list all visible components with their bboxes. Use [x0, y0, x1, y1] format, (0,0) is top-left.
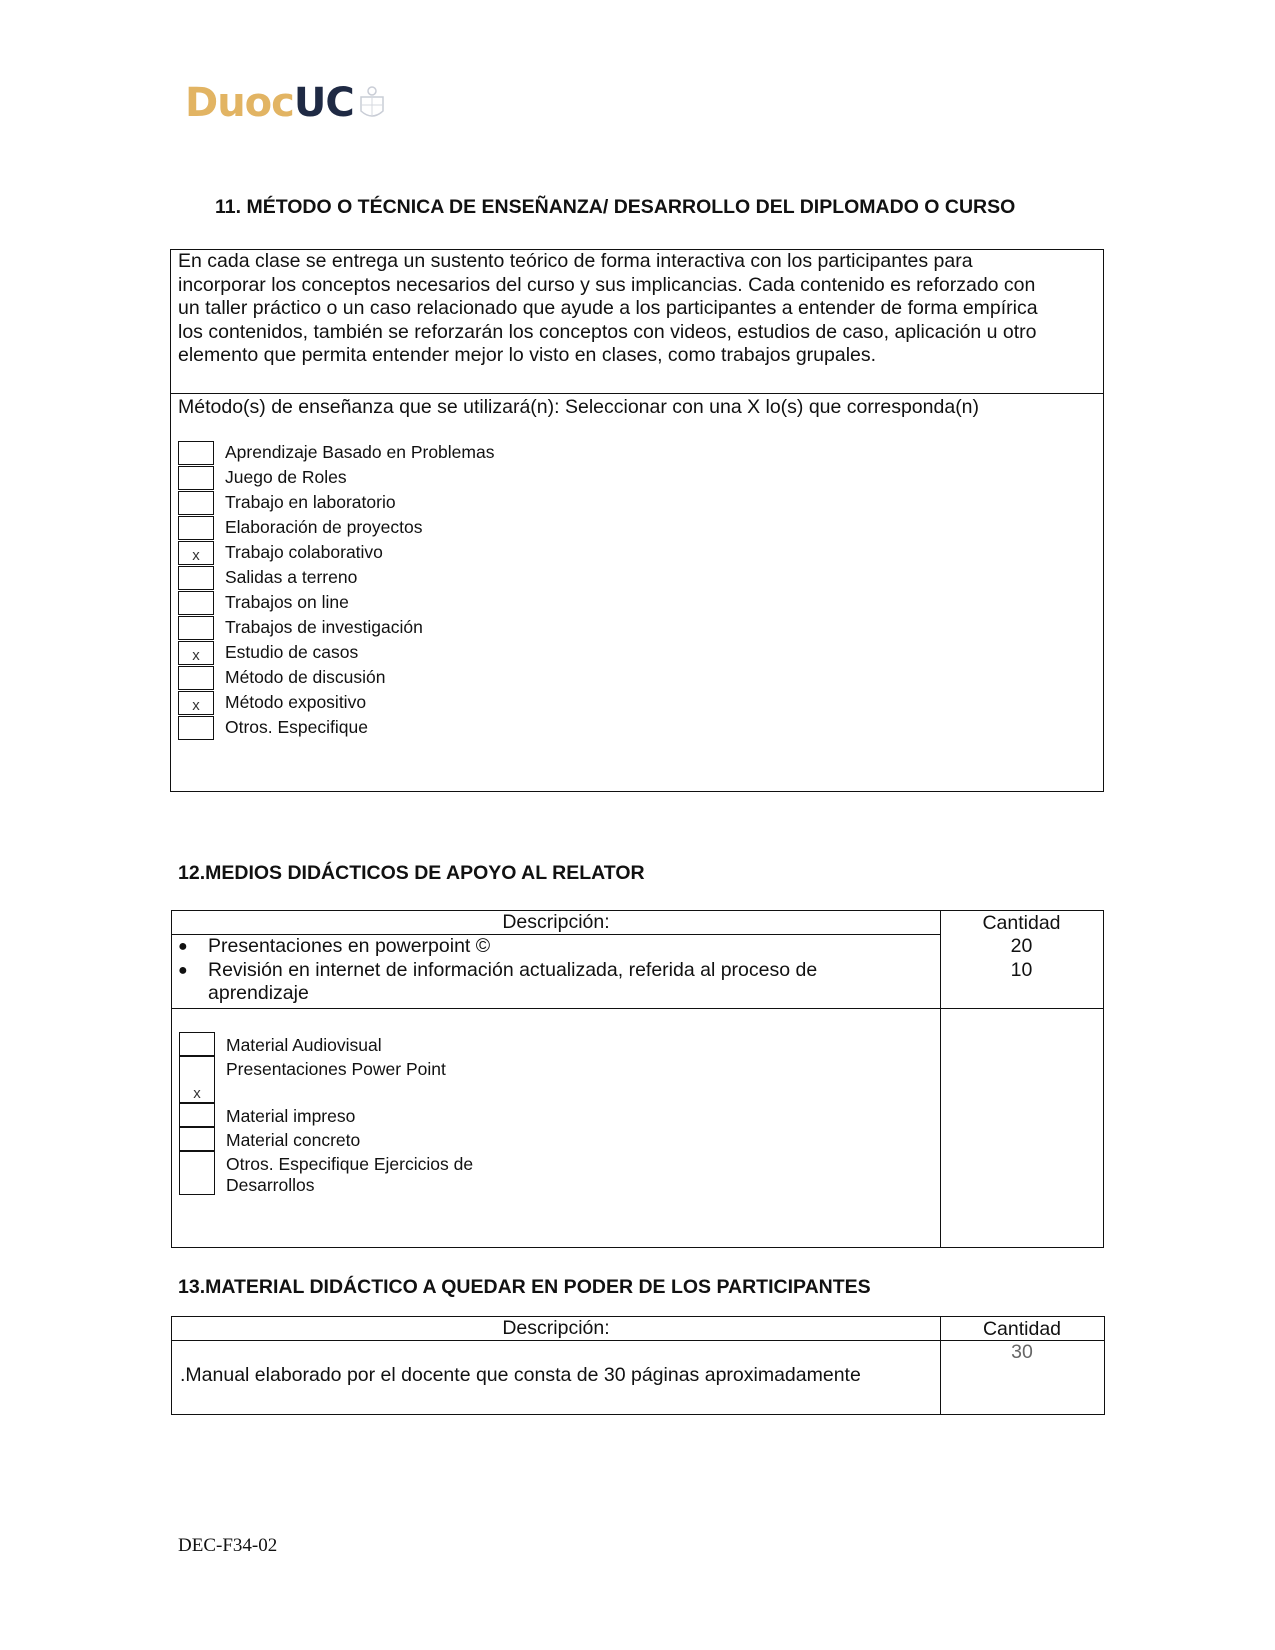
method-item [178, 515, 494, 540]
media-item [179, 1127, 473, 1151]
media-label: Material impreso [226, 1106, 356, 1126]
section-12-title: 12.MEDIOS DIDÁCTICOS DE APOYO AL RELATOR [178, 862, 645, 884]
section-13-table [171, 1316, 1105, 1415]
support-media-quantities [940, 935, 1103, 982]
header-quantity: Cantidad [982, 1318, 1062, 1340]
paragraph-line: un taller práctico o un caso relacionado que ayude a los participantes a entender de forma empírica [178, 297, 1038, 319]
method-label: Trabajo colaborativo [225, 542, 383, 562]
method-checkbox[interactable] [178, 566, 214, 590]
method-checkbox[interactable] [178, 616, 214, 640]
media-item [179, 1056, 473, 1103]
method-checkbox[interactable] [178, 716, 214, 740]
method-checkbox[interactable]: x [178, 541, 214, 565]
method-label: Método expositivo [225, 692, 367, 712]
media-checkbox[interactable] [179, 1103, 215, 1127]
method-item [178, 590, 494, 615]
method-label: Trabajos on line [225, 592, 349, 612]
method-label: Trabajos de investigación [225, 617, 423, 637]
list-item-text-continued: aprendizaje [208, 982, 309, 1004]
material-description: .Manual elaborado por el docente que consta de 30 páginas aproximadamente [180, 1364, 861, 1386]
methods-instruction: Método(s) de enseñanza que se utilizará(n): Seleccionar con una X lo(s) que corresponda(n) [178, 396, 980, 418]
method-checkbox[interactable]: x [178, 641, 214, 665]
method-item [178, 665, 494, 690]
method-label: Estudio de casos [225, 642, 359, 662]
header-description: Descripción: [502, 1317, 610, 1339]
paragraph-line: En cada clase se entrega un sustento teórico de forma interactiva con los participantes para [178, 250, 973, 272]
section-12-table [171, 910, 1104, 1248]
quantity-value: 10 [1010, 958, 1033, 981]
logo-text-uc: UC [293, 80, 354, 126]
method-label: Elaboración de proyectos [225, 517, 423, 537]
method-item [178, 565, 494, 590]
media-label: Material concreto [226, 1130, 361, 1150]
bullet-icon: ● [178, 938, 188, 955]
method-label: Salidas a terreno [225, 567, 358, 587]
media-checklist [179, 1032, 473, 1195]
method-checkbox[interactable]: x [178, 691, 214, 715]
method-label: Juego de Roles [225, 467, 347, 487]
section-11-title: 11. MÉTODO O TÉCNICA DE ENSEÑANZA/ DESARROLLO DEL DIPLOMADO O CURSO [215, 196, 1016, 218]
form-code: DEC-F34-02 [178, 1535, 278, 1556]
support-media-list [178, 935, 938, 1006]
method-label: Método de discusión [225, 667, 386, 687]
material-quantity: 30 [1011, 1341, 1033, 1363]
section-11-paragraph [178, 250, 1093, 368]
media-label: Presentaciones Power Point [226, 1059, 446, 1079]
media-checkbox[interactable] [179, 1032, 215, 1056]
method-checkbox[interactable] [178, 516, 214, 540]
section-13-title: 13.MATERIAL DIDÁCTICO A QUEDAR EN PODER DE LOS PARTICIPANTES [178, 1276, 871, 1298]
method-label: Aprendizaje Basado en Problemas [225, 442, 495, 462]
bullet-icon: ● [178, 961, 188, 979]
method-item [178, 490, 494, 515]
method-checkbox[interactable] [178, 666, 214, 690]
media-checkbox[interactable]: x [179, 1056, 215, 1103]
method-item [178, 615, 494, 640]
paragraph-line: incorporar los conceptos necesarios del curso y sus implicancias. Cada contenido es reforzado con [178, 273, 1036, 296]
media-label: Otros. Especifique Ejercicios de [226, 1154, 474, 1174]
methods-checklist [178, 440, 494, 740]
media-item [179, 1032, 473, 1056]
media-checkbox[interactable] [179, 1127, 215, 1151]
quantity-value: 20 [1010, 935, 1033, 957]
media-item [179, 1151, 473, 1195]
table-row-divider [172, 1008, 1103, 1009]
paragraph-line: elemento que permita entender mejor lo visto en clases, como trabajos grupales. [178, 344, 877, 366]
duoc-uc-logo [185, 80, 387, 126]
method-item [178, 690, 494, 715]
header-quantity: Cantidad [982, 912, 1061, 934]
method-item [178, 640, 494, 665]
logo-text-duoc: Duoc [185, 80, 294, 126]
media-checkbox[interactable] [179, 1151, 215, 1195]
media-label-continued: Desarrollos [226, 1175, 315, 1195]
list-item-text: Presentaciones en powerpoint © [208, 935, 491, 957]
method-checkbox[interactable] [178, 441, 214, 465]
media-item [179, 1103, 473, 1127]
method-checkbox[interactable] [178, 466, 214, 490]
paragraph-line: los contenidos, también se reforzarán los conceptos con videos, estudios de caso, aplicación u otro [178, 320, 1037, 343]
list-item-text: Revisión en internet de información actualizada, referida al proceso de [208, 958, 818, 981]
method-checkbox[interactable] [178, 491, 214, 515]
list-item [178, 959, 938, 1006]
method-label: Otros. Especifique [225, 717, 368, 737]
method-checkbox[interactable] [178, 591, 214, 615]
media-label: Material Audiovisual [226, 1035, 382, 1055]
method-label: Trabajo en laboratorio [225, 492, 396, 512]
method-item [178, 465, 494, 490]
section-11-box [170, 249, 1104, 792]
header-description: Descripción: [502, 911, 610, 933]
section-11-divider [171, 393, 1103, 394]
method-item [178, 715, 494, 740]
list-item [178, 935, 938, 959]
method-item [178, 540, 494, 565]
method-item [178, 440, 494, 465]
crest-icon [357, 83, 387, 123]
